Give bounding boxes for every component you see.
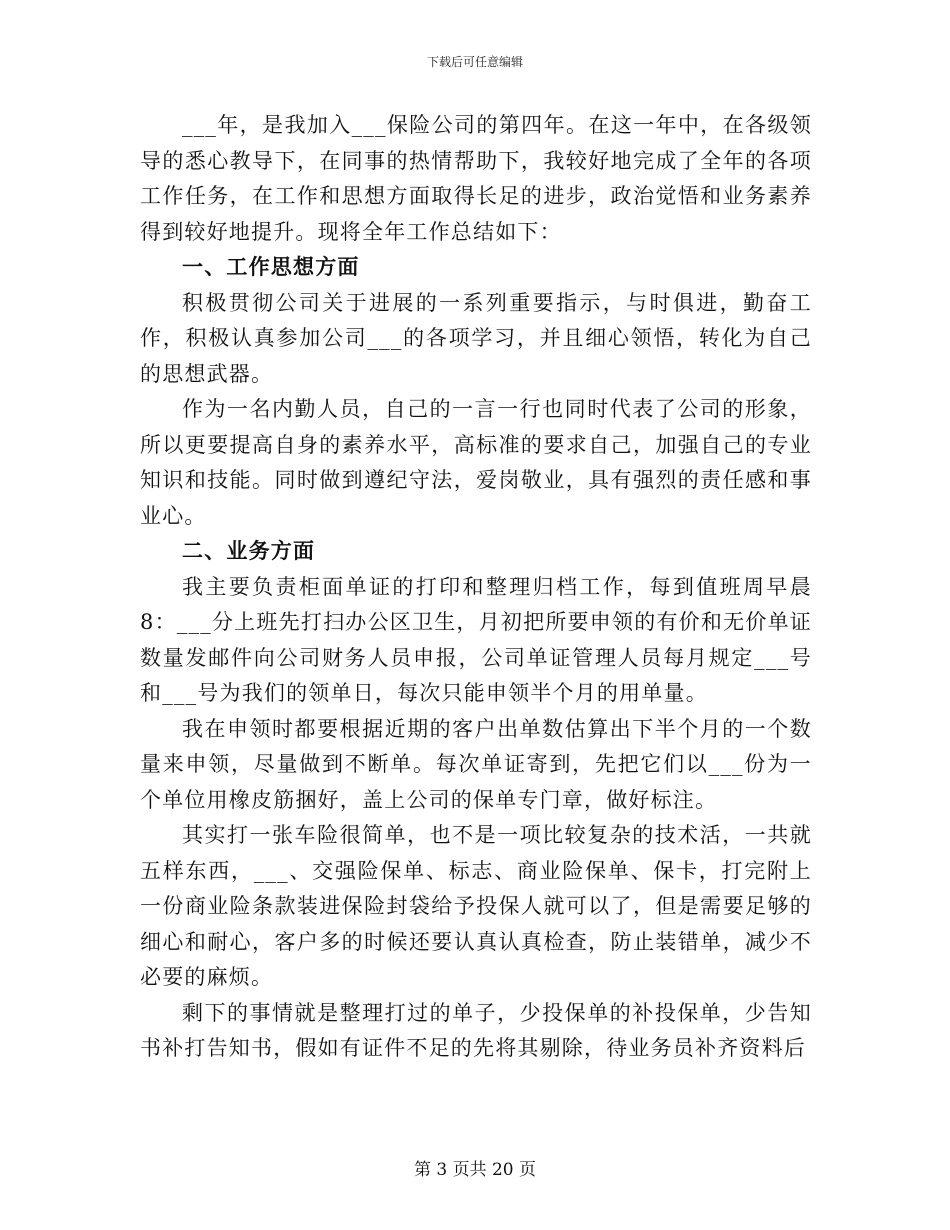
page-header: 下载后可任意编辑: [426, 55, 523, 69]
document-body: [140, 108, 812, 1067]
paragraph: 我主要负责柜面单证的打印和整理归档工作，每到值班周早晨8：___分上班先打扫办公区卫生，月初把所要申领的有价和无价单证数量发邮件向公司财务人员申报，公司单证管理人员每月规定___号和___号为我们的领单日，每次只能申领半个月的用单量。: [140, 574, 812, 705]
page-footer: 第 3 页共 20 页: [413, 1160, 537, 1180]
paragraph: 作为一名内勤人员，自己的一言一行也同时代表了公司的形象，所以更要提高自身的素养水平，高标准的要求自己，加强自己的专业知识和技能。同时做到遵纪守法，爱岗敬业，具有强烈的责任感和事业心。: [140, 397, 812, 528]
paragraph: 剩下的事情就是整理打过的单子，少投保单的补投保单，少告知书补打告知书，假如有证件不足的先将其剔除，待业务员补齐资料后: [140, 1000, 812, 1060]
section-heading-work-thought: 一、工作思想方面: [182, 255, 360, 279]
paragraph: 其实打一张车险很简单，也不是一项比较复杂的技术活，一共就五样东西，___、交强险保单、标志、商业险保单、保卡，打完附上一份商业险条款装进保险封袋给予投保人就可以了，但是需要足够的细心和耐心，客户多的时候还要认真认真检查，防止装错单，减少不必要的麻烦。: [140, 823, 812, 989]
paragraph: 积极贯彻公司关于进展的一系列重要指示，与时俱进，勤奋工作，积极认真参加公司___的各项学习，并且细心领悟，转化为自己的思想武器。: [140, 290, 812, 386]
intro-paragraph: ___年，是我加入___保险公司的第四年。在这一年中，在各级领导的悉心教导下，在同事的热情帮助下，我较好地完成了全年的各项工作任务，在工作和思想方面取得长足的进步，政治觉悟和业务素养得到较好地提升。现将全年工作总结如下：: [140, 113, 812, 244]
section-heading-business: 二、业务方面: [182, 539, 316, 563]
paragraph: 我在申领时都要根据近期的客户出单数估算出下半个月的一个数量来申领，尽量做到不断单。每次单证寄到，先把它们以___份为一个单位用橡皮筋捆好，盖上公司的保单专门章，做好标注。: [140, 716, 812, 812]
